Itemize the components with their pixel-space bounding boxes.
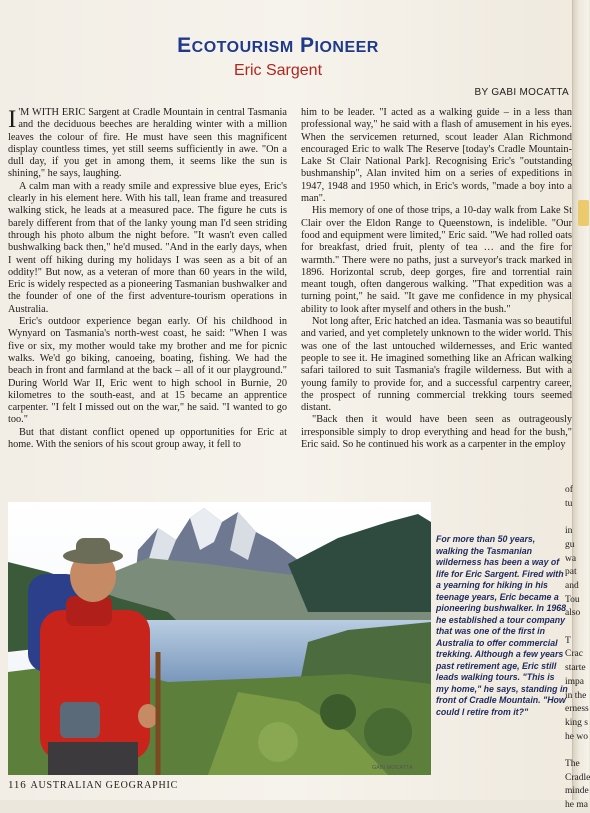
edge-text-fragment: also bbox=[565, 608, 581, 619]
edge-text-fragment: erness bbox=[565, 704, 589, 715]
edge-text-fragment: starte bbox=[565, 663, 586, 674]
edge-text-fragment: pat bbox=[565, 567, 577, 578]
edge-text-fragment: impa bbox=[565, 676, 584, 687]
paragraph: A calm man with a ready smile and expressive blue eyes, Eric's clearly in his element here. With his tall, lean frame and treasured walking stick, he leads at a measured pace. The figure he cuts is barely different from that of the lanky young man I'd seen striding through his photo album the night before. "It wasn't even called bushwalking back then," he'd mused. "And in the early days, when I went off hiking during my holidays I was seen as a bit of an oddity!" But now, as a veteran of more than 60 years in the wild, Eric is widely respected as a pioneering Tasmanian bushwalker and the founder of one of the first adventure-tourism operations in Australia. bbox=[8, 180, 287, 315]
paragraph: him to be leader. "I acted as a walking guide – in a less than professional way," he said with a flash of amusement in his eyes. When the servicemen returned, scout leader Alan Richmond encouraged Eric to walk The Reserve [today's Cradle Mountain-Lake St Clair National Park]. Recognising Eric's "outstanding bushmanship", Alan invited him on a series of expeditions in 1947, 1948 and 1950 which, in Eric's words, "made a boy into a man". bbox=[301, 107, 572, 205]
next-page-text-edge bbox=[565, 484, 589, 813]
edge-text-fragment bbox=[565, 621, 589, 635]
text-column-left bbox=[8, 107, 287, 451]
paragraph: Eric's outdoor experience began early. Of his childhood in Wynyard on Tasmania's north-west coast, he said: "When I was five or six, my mother would take my brother and me for picnic walks. We'd go biking, canoeing, boating, fishing. We had the beach in front and farmland at the back – all of it our playground." During World War II, Eric went to high school in Burnie, 20 kilometres to the south-east, and at 15 became an apprentice carpenter. "I felt I missed out on the war," he said. "I wanted to go too." bbox=[8, 316, 287, 426]
page-footer bbox=[8, 779, 178, 791]
photo-illustration bbox=[8, 502, 431, 775]
page-number: 116 bbox=[8, 779, 27, 791]
edge-text-fragment: he ma bbox=[565, 800, 588, 811]
edge-text-fragment: of bbox=[565, 485, 573, 495]
photo-credit: GABI MOCATTA bbox=[372, 765, 413, 771]
edge-text-fragment: tu bbox=[565, 498, 573, 509]
cradle-mountain-photo bbox=[8, 502, 431, 775]
edge-text-fragment: and bbox=[565, 580, 579, 591]
photo-caption: For more than 50 years, walking the Tasmanian wilderness has been a way of life for Eric Sargent. Fired with a yearning for hiking in his teenage years, Eric became a pioneering bushwalker. In 1968 he established a tour company that was one of the first in Australia to offer commercial trekking. Although a few years past retirement age, Eric still leads walking tours. "This is my home," he says, standing in front of Cradle Mountain. "How could I retire from it?" bbox=[436, 534, 568, 717]
edge-text-fragment: in bbox=[565, 526, 573, 537]
edge-text-fragment: he wo bbox=[565, 731, 588, 742]
edge-text-fragment bbox=[565, 511, 589, 525]
article-subtitle: Eric Sargent bbox=[233, 62, 323, 79]
yellow-tab-mark bbox=[578, 200, 589, 226]
paragraph: "Back then it would have been seen as outrageously irresponsible simply to drop everything and head for the bush," Eric said. So he continued his work as a carpenter in the employ bbox=[301, 414, 572, 451]
edge-text-fragment bbox=[565, 744, 589, 758]
paragraph: But that distant conflict opened up opportunities for Eric at home. With the seniors of his scout group away, it fell to bbox=[8, 426, 287, 451]
edge-text-fragment: in the bbox=[565, 690, 587, 701]
magazine-name: AUSTRALIAN GEOGRAPHIC bbox=[30, 780, 179, 791]
edge-text-fragment: gu bbox=[565, 539, 575, 550]
edge-text-fragment: T bbox=[565, 635, 571, 646]
edge-text-fragment: The bbox=[565, 759, 580, 770]
edge-text-fragment: Tou bbox=[565, 594, 580, 605]
drop-cap: I bbox=[8, 106, 17, 133]
edge-text-fragment: minde bbox=[565, 786, 589, 797]
paragraph: I 'M WITH ERIC Sargent at Cradle Mountain in central Tasmania and the deciduous beeches are heralding winter with a million leaves the colour of fire. He must have seen this magnificent display countless times, yet still seems sufficiently in awe. "On a dull day, if you get in among them, it seems like the sun is shining," he says, laughing. bbox=[8, 106, 287, 180]
edge-text-fragment: king s bbox=[565, 717, 588, 728]
paragraph: His memory of one of those trips, a 10-day walk from Lake St Clair over the Eldon Range to Queenstown, is indelible. "Our food and equipment were limited," Eric said. "We had rolled oats for breakfast, dried fruit, plenty of tea … and the fire for warmth." There were no paths, just a surveyor's track marked in 1896. Horizontal scrub, deep gorges, fire and torrential rain meant tough, often dangerous walking. "That expedition was a turning point," he said. "It gave me confidence in my physical ability to look after myself and others in the bush." bbox=[301, 205, 572, 315]
paragraph: Not long after, Eric hatched an idea. Tasmania was so beautiful and varied, and yet completely unknown to the wider world. This was one of the last untouched wildernesses, and Eric wanted people to see it. He imagined something like an African walking safari tailored to suit Tasmania's fragile wilderness. But with a young family to provide for, and a successful carpentry career, the prospect of running commercial trekking tours seemed distant. bbox=[301, 316, 573, 414]
text-column-right bbox=[301, 107, 572, 451]
edge-text-fragment: Crac bbox=[565, 649, 583, 660]
article-title: ECOTOURISM PIONEER bbox=[177, 34, 379, 57]
byline: BY GABI MOCATTA bbox=[474, 87, 569, 98]
edge-text-fragment: wa bbox=[565, 553, 577, 564]
edge-text-fragment: Cradle bbox=[565, 772, 590, 783]
